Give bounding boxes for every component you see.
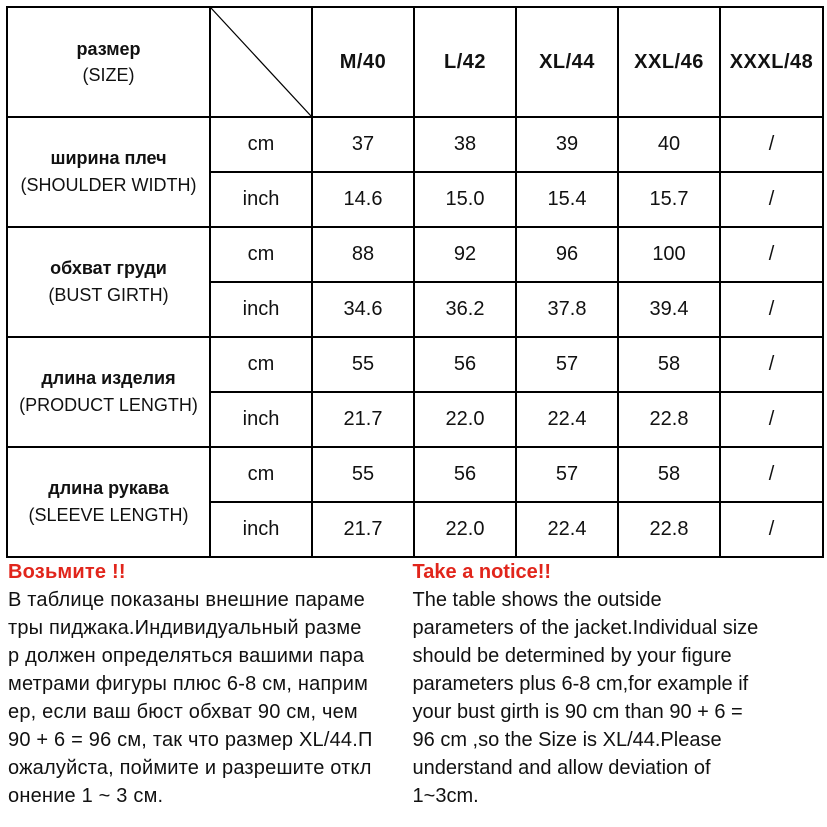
value-cell: / [720,227,823,282]
value-cell: 55 [312,447,414,502]
size-corner-cell [7,7,210,117]
measure-label-product-length [7,337,210,447]
measure-name-en: (SLEEVE LENGTH) [28,505,189,525]
value-cell: 36.2 [414,282,516,337]
value-cell: 15.0 [414,172,516,227]
value-cell: / [720,502,823,557]
value-cell: 22.8 [618,392,720,447]
notice-text-ru: В таблице показаны внешние параме тры пиджака.Индивидуальный разме р должен определяться вашими пара метрами фигуры плюс 6-8 см, наприм ер, если ваш бюст обхват 90 см, чем 90 + 6 = 96 см, так что размер XL/44.П ожалуйста, поймите и разрешите откл онение 1 ~ 3 см. [8,589,373,807]
size-header: XXXL/48 [720,7,823,117]
value-cell: 34.6 [312,282,414,337]
unit-cm: cm [210,337,312,392]
value-cell: 22.0 [414,392,516,447]
value-cell: / [720,282,823,337]
value-cell: 15.7 [618,172,720,227]
value-cell: 57 [516,337,618,392]
table-row [7,337,823,392]
value-cell: 22.8 [618,502,720,557]
unit-cm: cm [210,227,312,282]
value-cell: 57 [516,447,618,502]
value-cell: 58 [618,337,720,392]
value-cell: 38 [414,117,516,172]
value-cell: 58 [618,447,720,502]
measure-name-en: (PRODUCT LENGTH) [19,395,198,415]
value-cell: 40 [618,117,720,172]
measure-name-ru: обхват груди [50,258,167,278]
value-cell: 37.8 [516,282,618,337]
unit-inch: inch [210,282,312,337]
notice-section [8,558,819,810]
measure-label-sleeve-length [7,447,210,557]
unit-inch: inch [210,392,312,447]
measure-name-en: (BUST GIRTH) [48,285,169,305]
value-cell: 100 [618,227,720,282]
size-header: L/42 [414,7,516,117]
table-row [7,227,823,282]
value-cell: 96 [516,227,618,282]
value-cell: 21.7 [312,502,414,557]
value-cell: 56 [414,447,516,502]
value-cell: 15.4 [516,172,618,227]
measure-label-shoulder [7,117,210,227]
unit-inch: inch [210,172,312,227]
size-header: XXL/46 [618,7,720,117]
unit-cm: cm [210,447,312,502]
value-cell: / [720,392,823,447]
value-cell: / [720,172,823,227]
value-cell: 22.4 [516,502,618,557]
value-cell: 39 [516,117,618,172]
value-cell: 21.7 [312,392,414,447]
value-cell: / [720,447,823,502]
unit-cm: cm [210,117,312,172]
notice-title-ru: Возьмите !! [8,561,126,583]
size-header: XL/44 [516,7,618,117]
notice-text-en: The table shows the outside parameters of the jacket.Individual size should be determined by your figure parameters plus 6-8 cm,for example if your bust girth is 90 cm than 90 + 6 = 96 cm ,so the Size is XL/44.Please understand and allow deviation of 1~3cm. [412,589,759,807]
value-cell: 39.4 [618,282,720,337]
measure-name-en: (SHOULDER WIDTH) [20,175,197,195]
measure-name-ru: ширина плеч [50,148,167,168]
value-cell: 22.0 [414,502,516,557]
value-cell: 92 [414,227,516,282]
measure-name-ru: длина изделия [41,368,176,388]
size-table [6,6,824,558]
unit-inch: inch [210,502,312,557]
value-cell: / [720,117,823,172]
value-cell: 56 [414,337,516,392]
size-label-en: (SIZE) [82,65,135,85]
value-cell: 55 [312,337,414,392]
value-cell: 22.4 [516,392,618,447]
notice-ru [8,558,407,810]
value-cell: 14.6 [312,172,414,227]
header-row [7,7,823,117]
table-row [7,117,823,172]
value-cell: / [720,337,823,392]
table-row [7,447,823,502]
value-cell: 88 [312,227,414,282]
value-cell: 37 [312,117,414,172]
diagonal-line [211,8,311,116]
measure-name-ru: длина рукава [48,478,169,498]
measure-label-bust [7,227,210,337]
notice-en [407,558,819,810]
diagonal-cell [210,7,312,117]
size-header: M/40 [312,7,414,117]
size-label-ru: размер [76,39,141,59]
notice-title-en: Take a notice!! [412,561,552,583]
